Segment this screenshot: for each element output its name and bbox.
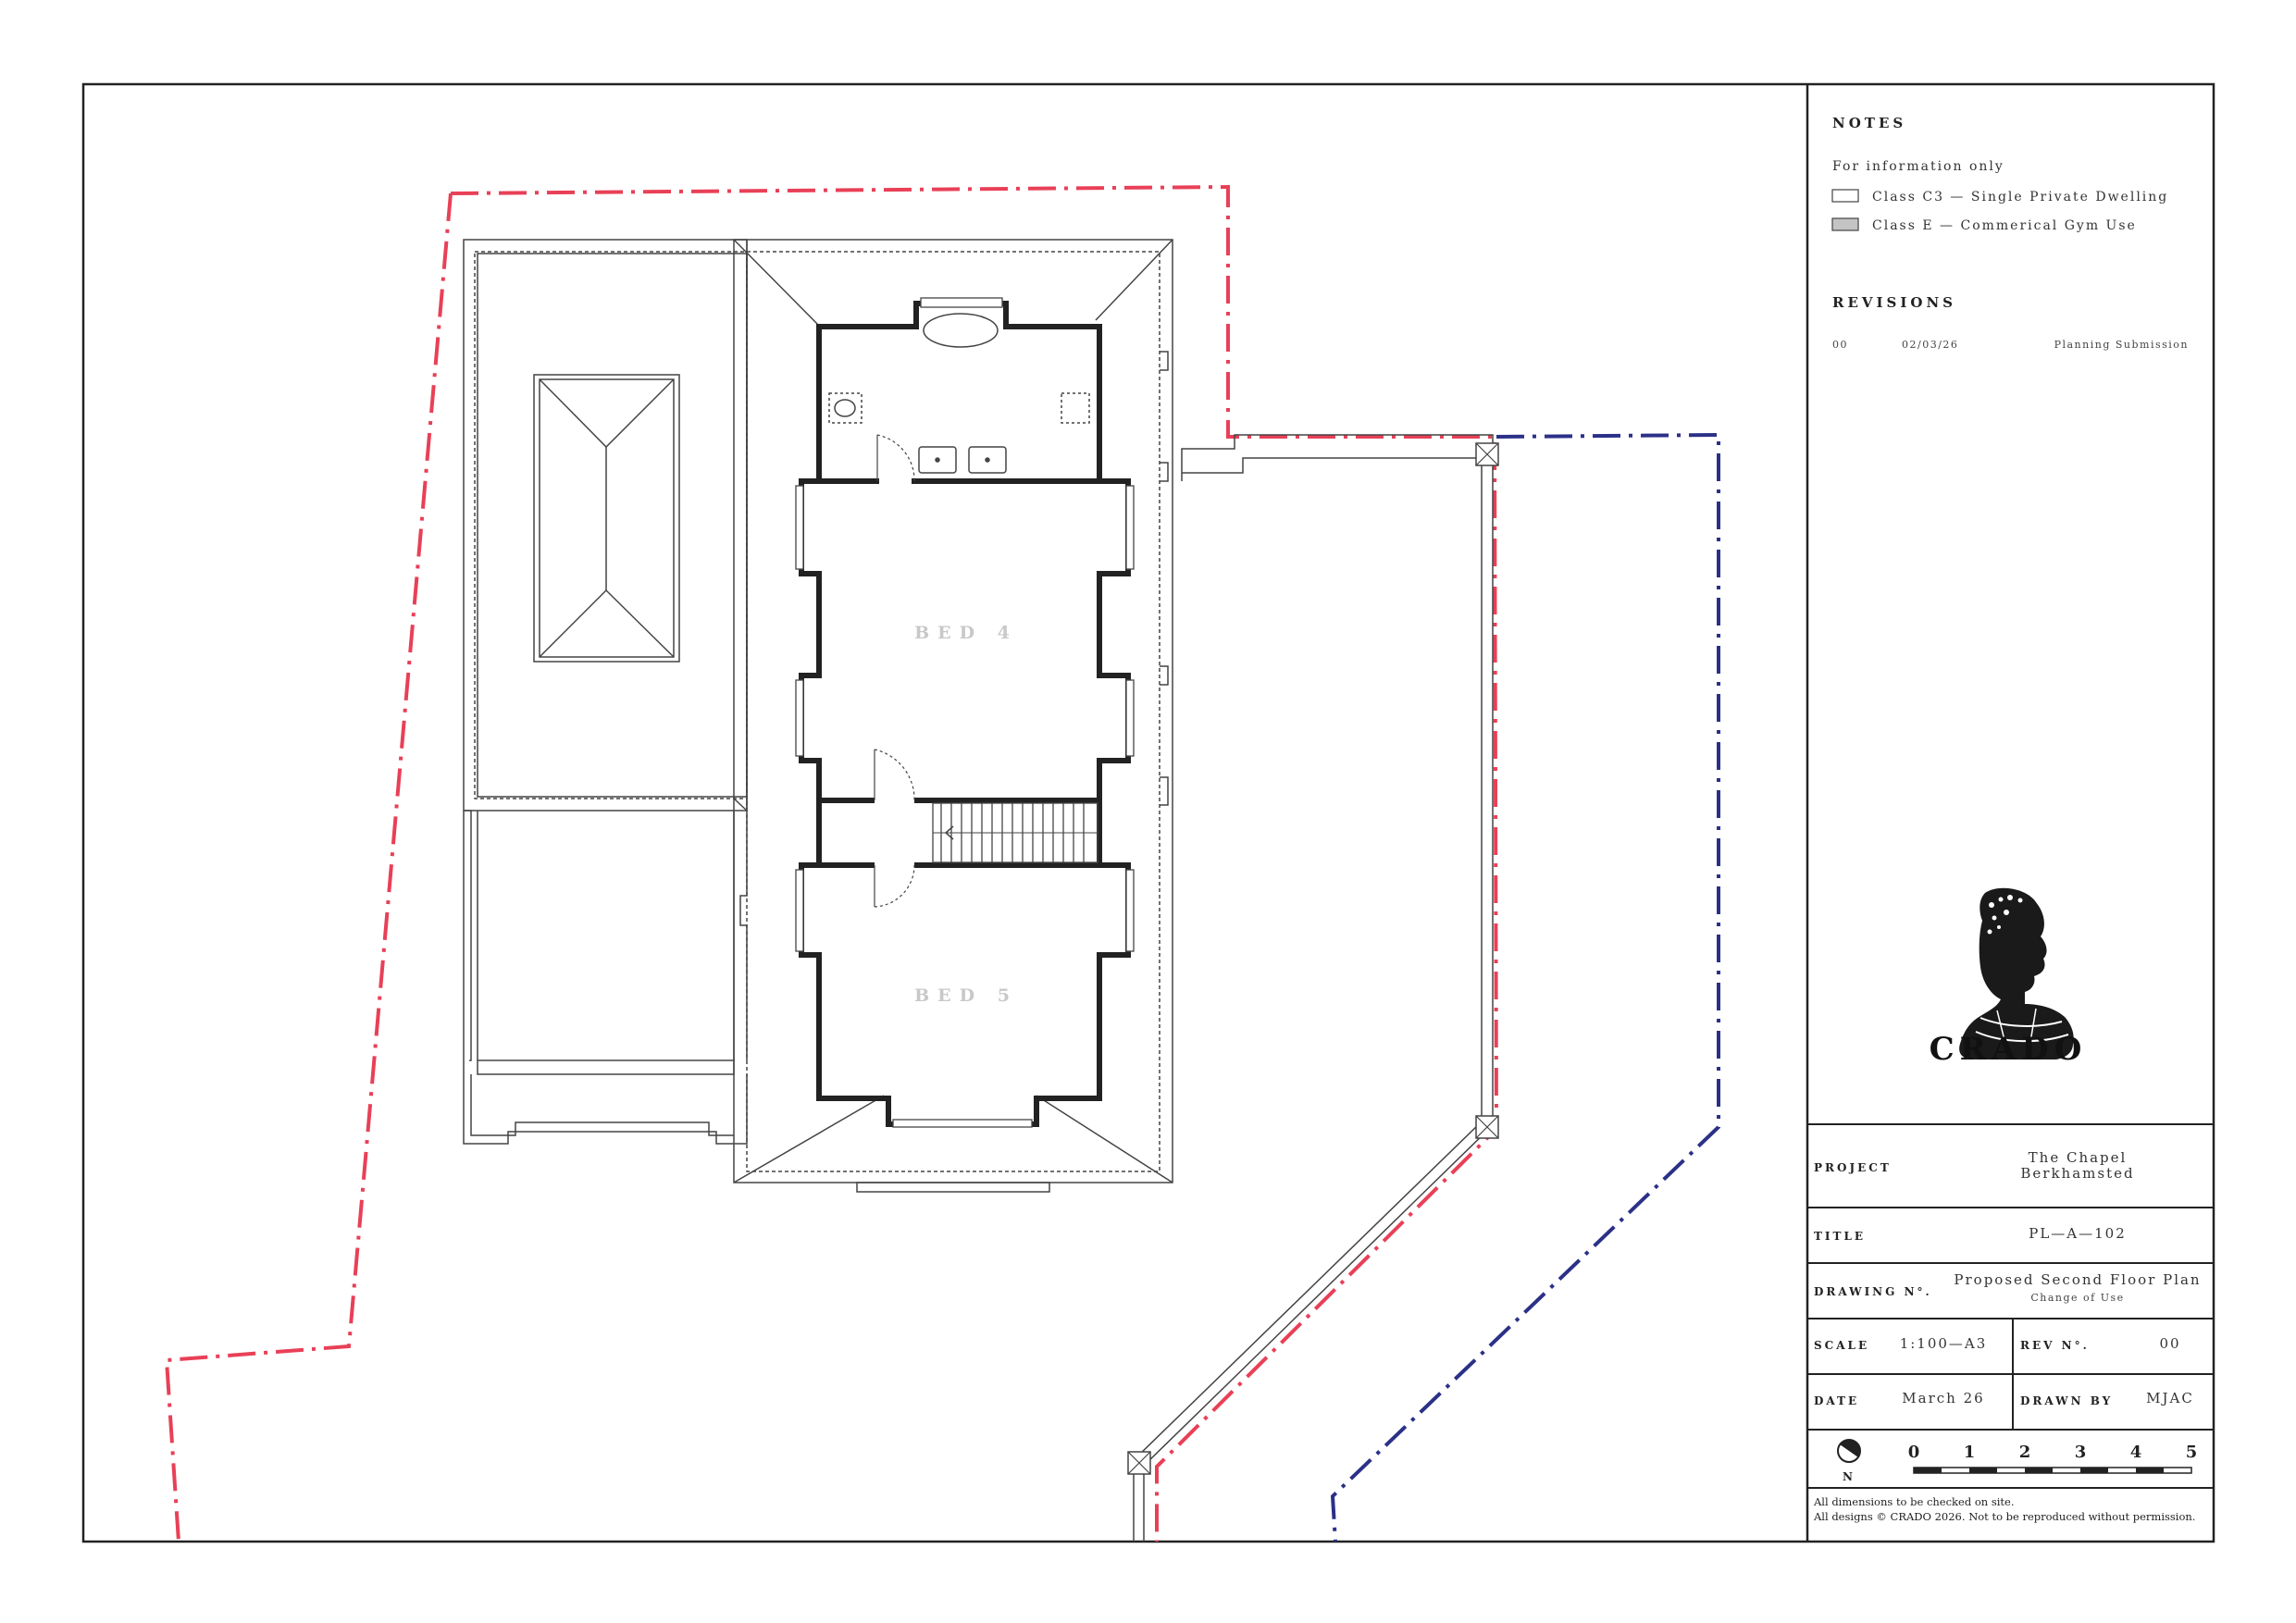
scale-tick-5: 5 [2185,1443,2198,1462]
legend-label-gym: Class E — Commerical Gym Use [1872,218,2137,233]
revision-description: Planning Submission [2054,339,2189,351]
project-label: PROJECT [1814,1161,1892,1174]
legend-label-dwelling: Class C3 — Single Private Dwelling [1872,190,2169,204]
room-label-bed-5: BED 5 [914,985,1018,1006]
rev-no-value: 00 [2159,1335,2181,1352]
notes-heading: NOTES [1832,115,1907,131]
revision-date: 02/03/26 [1902,339,1959,351]
drawn-by-value: MJAC [2146,1390,2194,1406]
notes-subtitle: For information only [1832,159,2004,174]
project-name-line2: Berkhamsted [2020,1165,2135,1182]
scale-tick-0: 0 [1907,1443,1920,1462]
floor-plan [167,187,1719,1542]
scale-label: SCALE [1814,1339,1870,1352]
drawn-by-label: DRAWN BY [2020,1394,2114,1407]
west-wing-roof [464,240,747,811]
scale-value: 1:100—A3 [1899,1335,1988,1352]
wall-pier-1 [1476,443,1498,465]
wall-pier-2 [1476,1116,1498,1138]
scale-tick-1: 1 [1963,1443,1976,1462]
drawing-no-sub: Change of Use [2030,1292,2125,1304]
boundary-wall-inner [1134,458,1482,1542]
room-label-bed-4: BED 4 [914,623,1018,643]
title-label: TITLE [1814,1230,1867,1243]
blue-boundary [1333,435,1719,1542]
legend-swatch-gym [1832,218,1858,230]
boundary-wall-outer [1144,435,1493,1542]
date-value: March 26 [1902,1390,1985,1406]
legend-swatch-dwelling [1832,190,1858,202]
revision-number: 00 [1832,339,1848,351]
scale-bar [1908,1443,2198,1473]
north-arrow-icon [1838,1435,1865,1483]
scale-tick-4: 4 [2129,1443,2142,1462]
bath-fixtures [829,314,1089,473]
title-value: PL—A—102 [2029,1225,2127,1242]
title-block [1807,115,2214,1523]
revisions-heading: REVISIONS [1832,294,1957,311]
drawing-no-value: Proposed Second Floor Plan [1954,1271,2202,1288]
project-name-line1: The Chapel [2028,1149,2128,1166]
west-wing-lower [464,811,747,1144]
scale-tick-3: 3 [2074,1443,2087,1462]
north-label: N [1843,1470,1855,1483]
footer-line-1: All dimensions to be checked on site. [1814,1495,2015,1508]
wall-pier-3 [1128,1452,1150,1474]
rev-no-label: REV N°. [2020,1339,2090,1352]
door-swings [875,435,914,907]
staircase [933,803,1098,862]
footer-line-2: All designs © CRADO 2026. Not to be reproduced without permission. [1814,1510,2196,1523]
title-block-grid [1807,1124,2214,1488]
roof-lantern [534,375,679,662]
red-site-boundary-west [167,193,451,1542]
date-label: DATE [1814,1394,1860,1407]
crado-wordmark: CRADO [1929,1031,2088,1068]
scale-tick-2: 2 [2018,1443,2031,1462]
drawing-no-label: DRAWING N°. [1814,1285,1932,1298]
